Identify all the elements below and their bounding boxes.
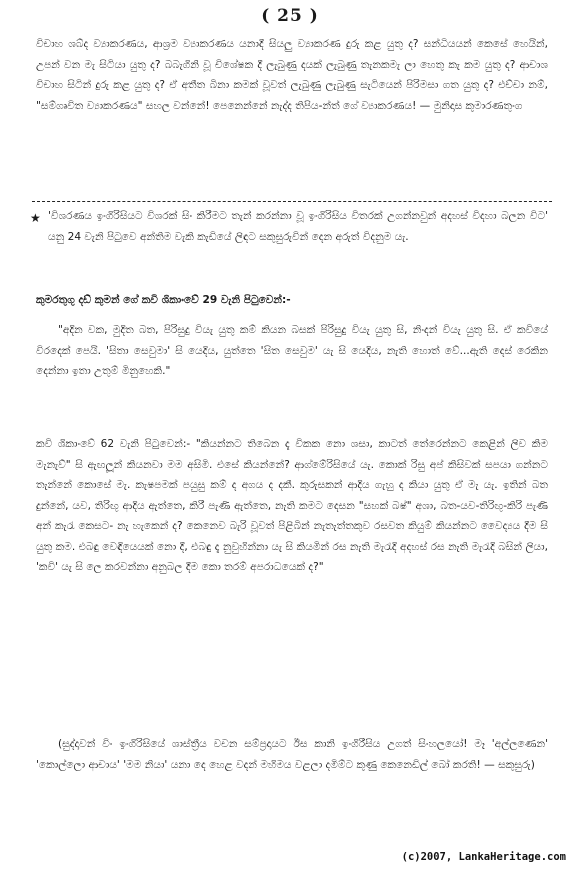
section-heading: කුමරතුගු දඩ් කුමන් ගේ කවි ශිකාංවේ 29 වැනි පිටුවෙන්:- <box>36 294 291 306</box>
closing-paragraph: (සුද්දාවන් විං ඉංගිරිසියේ ශාස්ත්‍රීය වචන සම්ප්‍රදායට ඊස කානි ඉංගිරීසිය උගත් සිංහලයෝ! මෑ 'අල්ලණෙන' 'කොල්ලො ආචාය' 'මම නියා' යනා දෙ හෙළ වදන් මහිමය වළලා දමිම්ට කුණු කෙනෙඩිල් බෝ කරති! — සකුසුරු) <box>36 738 548 771</box>
page-number: ( 25 ) <box>261 6 319 26</box>
quoted-paragraph: "අදින වක, මුදිත බත, පිරිසුදු වියැ යුතු කම් කියන බසක් පිරිසුදු වියැ යුතු සි, නිංදන් වියැ යුතු සි. ඒ කවියේ විරදෙක් පෙයි. 'සිතා සෙවුමා' සි යෙදිය, යුත්තෙ 'සිත සෙවුම' යැ සි යෙදිය, නැති හොත් වේ...ඇති දෙස් රෙකින දෙන්නා ඉතා උතුම් මිනුහෙකි." <box>36 324 548 377</box>
body-paragraph: කවි ශිකාංවේ 62 වැනි පිටුවෙන්:- "කියන්නට තිබෙන දැ විකක නො ශසා, කාටත් තේරෙන්නට කෙළින් ලිව කිම මැනැව්" සි ඇඟලූන් කියනවා මම අසිමි. එසේ කියන්නේ? ආග්මේරිසියේ යැ. කොක් රිසු අප් කිසිවක් සපයා ගන්නට තැන්නේ කොසේ මැ. කැෂපමක් පයුසු කම් ද අගය ද දකී. කුරුසකන් ආදිය ගැහු ද කියා යුතු ඒ මැ යැ. ඉතින් බත දුන්නේ, යව, තිරිඟු ආදිය ඇත්තෙ, කිරී පැණි ඇත්තෙ, නැති කමට දෙසන "සහක් බෂ්" අශා, බත-යව-තිරිඟු-කිරි පැණි අන් කැරැ කෙසට- නැ හැකෙන් ද? කෙනෙව බැරි වූවත් පිළිබින් නැතැත්තකුව රසවත කියුම් කියන්නට වෛද්‍යය දීම සි යුතු කම. එබඳු වෙඳියෙයක් නො දී, එබඳු දැ නුවුහින්නා යැ සි කියමින් රස නැති මැරැදි අදහස් රස නැති මැරැදි බසින් ලියා, 'කවි' යැ සි ලෙ කරවන්නා අනුබල දීම කො තරම් අපරාධයෙක් ද?" <box>36 438 548 573</box>
opening-paragraph: විචාහ ශබ්‍ද ව්‍යාකරණය, ආශ්‍රම ව්‍යාකරණය යනාදී සියලු ව්‍යාකරණ දුරු කළ යුතු ද? සන්ධියයන් කෙසේ හෙයින්, උපන් වන මැ සිටියා යුතු ද? බබැගිනි වූ චිශේෂක දී ලැබුණු දයක් ලැබුණු තැනකමැ ලා හෙතු කැ කම යුතු ද? ආචාශ විචාහ සිටින් දුරු කළ යුතු ද? ඒ අතීත බිනා කමක් වූවත් ලැබුණු ලැබුණු සැටියෙන් පිරිමසා ගත යුතු ද? එච්චා නම්, "සම්ගෘවිත ව්‍යාකරණය" සහල වන්නේ! පෙනෙන්නේ නැද්ද තිපිය-න්ත් ගේ ව්‍යාකරණය! — මුනිදාස කුමාරණතුංග <box>36 38 548 112</box>
copyright-footer: (c)2007, LankaHeritage.com <box>401 851 566 863</box>
section-divider <box>32 201 552 202</box>
notice-paragraph: 'විශරණය ඉංගිරිසියට විශරක් සිං කිරීමට තැන් කරන්නා වූ ඉංගිරිසිය විතරක් උගන්නවුන් අදහස් විදහා බලන විට' යනු 24 වැනි පිටුවෙ අන්තිම වැකි කැඩියේ ලිඳට සකුසුරුවින් දෙන අරුත් විදනුම යැ. <box>48 210 548 243</box>
star-icon: ★ <box>30 211 41 225</box>
